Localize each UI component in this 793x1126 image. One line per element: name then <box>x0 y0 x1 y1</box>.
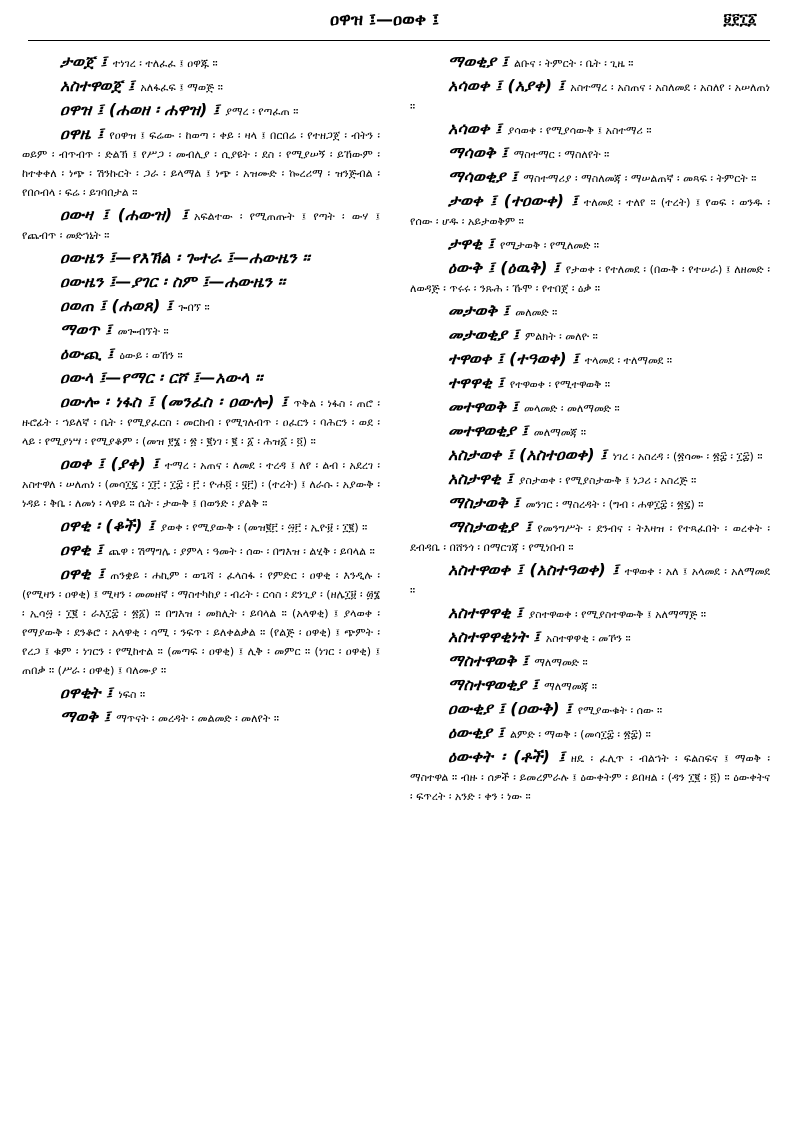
dictionary-entry <box>22 564 380 680</box>
dictionary-entry <box>410 699 770 720</box>
entry-definition: የመንግሥት ፡ ደንብና ፡ ትእዛዝ ፡ የተጻፈበት ፡ ወረቀት ፡ ደብዳቤ ፡ በሸንጎ ፡ በማርገጃ ፡ የሚነበብ ። <box>410 522 770 554</box>
dictionary-entry <box>410 397 770 418</box>
entry-headword: ማሳወቅ ፤ <box>448 143 508 162</box>
dictionary-entry <box>410 325 770 346</box>
entry-definition: አስተዋዋቂ ፡ መኾን ። <box>545 632 631 645</box>
left-column <box>22 52 380 1118</box>
header-rule <box>28 40 770 41</box>
dictionary-entry <box>410 445 770 466</box>
dictionary-entry <box>22 124 380 202</box>
entry-definition: ጥቅል ፡ ነፋስ ፡ ጠሮ ፡ ዙሮፊት ፡ ኀይለኛ ፡ ቤት ፡ የሚያፈርስ ፡ መርከብ ፡ የሚገለብጥ ፡ ዐፈርን ፡ ባሕርን ፡ ወደ ፡ ላይ ፡ የሚያነሣ ፡ የሚያቆም ፡ (መዝ ፻፮ ፡ ፳ ፡ ፪ነገ ፡ ፪ ፡ ፩ ፡ ሕዝ፩ ፡ ፬) ። <box>22 397 380 448</box>
dictionary-entry <box>410 191 770 231</box>
entry-headword: ማስተዋወቂያ ፤ <box>448 675 539 694</box>
dictionary-entry <box>410 560 770 600</box>
entry-definition: ተነገረ ፡ ተለፈፈ ፤ ዐዋጁ ። <box>112 57 218 70</box>
dictionary-entry <box>22 540 380 561</box>
entry-definition: ነገረ ፡ አስረዳ ፡ (፳ሳሙ ፡ ፳፰ ፡ ፲፰) ። <box>612 450 763 463</box>
dictionary-entry <box>410 627 770 648</box>
entry-headword: ዐዋቂ ፤ <box>60 564 105 583</box>
entry-headword: አሳወቀ ፤ (አያቀ) ፤ <box>448 76 565 95</box>
entry-definition: ተለመደ ፡ ተለየ ። (ተረት) ፤ የወፍ ፡ ወንዱ ፡ የሰው ፡ ሆዱ ፡ አይታወቅም ። <box>410 196 770 228</box>
entry-headword: ማስታወቅ ፤ <box>448 493 520 512</box>
dictionary-entry <box>410 373 770 394</box>
entry-definition: ልቡና ፡ ትምርት ፡ ቤት ፡ ጊዜ ። <box>514 57 634 70</box>
entry-headword: ዐዋዜ ፤ <box>60 124 104 143</box>
entry-definition: መንገር ፡ ማስረዳት ፡ (ግብ ፡ ሐዋ፲፰ ፡ ፳፯) ። <box>525 498 704 511</box>
dictionary-entry <box>22 52 380 73</box>
entry-definition: ምልክት ፡ መለዮ ። <box>525 330 598 343</box>
entry-headword: ዐውላ ፤—የማር ፡ ርሾ ፤—አውላ ። <box>60 368 263 387</box>
entry-headword: መታወቅ ፤ <box>448 301 510 320</box>
entry-headword: ታወጀ ፤ <box>60 52 107 71</box>
dictionary-entry <box>410 258 770 298</box>
dictionary-entry <box>22 707 380 728</box>
entry-definition: ያስተዋወቀ ፡ የሚያስተዋውቅ ፤ አለማማጅ ። <box>528 608 707 621</box>
page-header <box>0 8 793 34</box>
dictionary-entry <box>410 651 770 672</box>
entry-headword: ተዋዋቂ ፤ <box>448 373 504 392</box>
dictionary-entry <box>410 675 770 696</box>
entry-definition: ያማረ ፡ የጣፈጠ ። <box>225 105 299 118</box>
dictionary-entry <box>22 344 380 365</box>
entry-headword: ዐወቀ ፤ (ያቀ) ፤ <box>60 454 159 473</box>
dictionary-entry <box>22 248 380 269</box>
entry-definition: ያስታወቀ ፡ የሚያስታውቅ ፤ ነጋሪ ፡ አስረጅ ። <box>518 474 697 487</box>
dictionary-entry <box>22 454 380 513</box>
dictionary-entry <box>22 683 380 704</box>
entry-definition: ዘዴ ፡ ፈሊጥ ፡ ብልኀት ፡ ፍልስፍና ፤ ማወቅ ፡ ማስተዋል ። ብዙ ፡ ሰዎች ፡ ይመረምራሉ ፤ ዕውቀትም ፡ ይበዛል ፡ (ዳን ፲፪ ፡ ፬) ። ዕውቀትና ፡ ፍጥረት ፡ አንድ ፡ ቀን ፡ ነው ። <box>410 752 770 803</box>
entry-headword: ዐውዛ ፤ (ሐውዝ) ፤ <box>60 205 188 224</box>
entry-definition: መላመድ ፡ መለማመድ ። <box>524 402 620 415</box>
entry-headword: ዕውቅ ፤ (ዕዉቅ) ፤ <box>448 258 560 277</box>
dictionary-entry <box>410 52 770 73</box>
entry-definition: ማስተማሪያ ፡ ማስለመጃ ፡ ማሠልጠኛ ፡ መጻፍ ፡ ትምርት ። <box>523 172 757 185</box>
entry-definition: ጐበኘ ። <box>178 301 210 314</box>
dictionary-entry <box>410 421 770 442</box>
entry-headword: ማወቂያ ፤ <box>448 52 508 71</box>
entry-headword: ዕውቂያ ፤ <box>448 723 504 742</box>
dictionary-entry <box>22 76 380 97</box>
entry-definition: ማለማመጃ ። <box>544 680 598 693</box>
page-number: ፱፻፲፩ <box>723 10 757 28</box>
entry-headword: ዐዋቂ ፤ <box>60 540 103 559</box>
entry-headword: ዐወጠ ፤ (ሐወጸ) ፤ <box>60 296 173 315</box>
entry-definition: አለፋፈፍ ፤ ማወጅ ። <box>140 81 223 94</box>
entry-headword: አስተዋወጀ ፤ <box>60 76 135 95</box>
entry-definition: ተማረ ፡ አጠና ፡ ለመደ ፡ ተረዳ ፤ ለየ ፡ ልብ ፡ አደረገ ፡ አስተዋለ ፡ ሠለጠነ ፡ (መሳ፲፯ ፡ ፲፫ ፡ ፲፰ ፡ ፫ ፡ ዮሐ፬ ፡ ፶፫) ፡ (ተረት) ፤ ለራሱ ፡ አያውቅ ፡ ነዳይ ፡ ቅቤ ፡ ለመነ ፡ ላዋይ ። ሴት ፡ ታውቅ ፤ በወንድ ፡ ያልቅ ። <box>22 459 380 510</box>
entry-headword: ዐውቂያ ፤ (ዐውቅ) ፤ <box>448 699 572 718</box>
dictionary-entry <box>22 368 380 389</box>
entry-headword: ዐውዜን ፤—ያገር ፡ ስም ፤—ሐውዜን ። <box>60 272 286 291</box>
entry-headword: መታወቂያ ፤ <box>448 325 520 344</box>
entry-definition: የተዋወቀ ፡ የሚተዋወቅ ። <box>509 378 611 391</box>
dictionary-entry <box>410 493 770 514</box>
running-title: ዐዋዝ ፤—ዐወቀ ፤ <box>330 10 440 30</box>
entry-headword: ማወቅ ፤ <box>60 707 111 726</box>
dictionary-entry <box>22 272 380 293</box>
dictionary-entry <box>22 296 380 317</box>
entry-headword: አስተዋዋቂነት ፤ <box>448 627 540 646</box>
dictionary-entry <box>22 516 380 537</box>
entry-definition: መለማመጃ ። <box>533 426 587 439</box>
dictionary-entry <box>410 349 770 370</box>
entry-definition: የታወቀ ፡ የተለመደ ፡ (በውቅ ፡ የተሠራ) ፤ ለዘመድ ፡ ለወዳጅ ፡ ጥሩሩ ፡ ንጹሕ ፡ ኹሞ ፡ የተበጀ ፡ ዕቃ ። <box>410 263 770 295</box>
entry-definition: የዐዋዝ ፤ ፍሬው ፡ ከወጣ ፡ ቀይ ፡ ዛላ ፤ በርበሬ ፡ የተዘጋጀ ፡ ብትን ፡ ወይም ፡ ብጥብጥ ፡ ድልኽ ፤ የሥጋ ፡ መብሊያ ፡ ሲያዩት ፡ ደስ ፡ የሚያሠኝ ፡ ይኸውም ፡ ከተቀቀለ ፡ ነጭ ፡ ሽንኩርት ፡ ጋራ ፡ ይላማል ፤ ነጭ ፡ አዝሙድ ፡ ኰረሪማ ፡ ዝንጅብል ፡ የበሶብላ ፡ ፍሬ ፡ ይገባበታል ። <box>22 129 380 199</box>
entry-headword: ዐዋቂ ፡ (ቆች) ፤ <box>60 516 155 535</box>
entry-headword: ማሳወቂያ ፤ <box>448 167 518 186</box>
entry-definition: መለመድ ። <box>515 306 558 319</box>
entry-definition: ማለማመድ ። <box>534 656 588 669</box>
entry-definition: ጠንቋይ ፡ ሐኪም ፡ ወጌሻ ፡ ፈላስፋ ፡ የምድር ፡ ዐዋቂ ፡ እንዲሉ ፡ (የሚዛን ፡ ዐዋቂ) ፤ ሚዛን ፡ መመዘኛ ፡ ማስተካከያ ፡ ብረት ፡ ርሳስ ፡ ደንጊያ ፡ (ዘሌ፲፱ ፡ ፴፮ ፡ ኢሳ፵ ፡ ፲፪ ፡ ራእ፲፰ ፡ ፳፩) ። በግእዝ ፡ መክሊት ፡ ይባላል ። (አላዋቂ) ፤ ያላወቀ ፡ የማያውቅ ፡ ደንቆሮ ፡ አላዋቂ ፡ ሳሚ ፡ ንፍጥ ፡ ይለቀልቃል ። (የልጅ ፡ ዐዋቂ) ፤ ጭምት ፡ የረጋ ፤ ቁም ፡ ነገርን ፡ የሚከተል ። (መጣፍ ፡ ዐዋቂ) ፤ ሊቅ ፡ መምር ። (ነገር ፡ ዐዋቂ) ፤ ጠበቃ ። (ሥራ ፡ ዐዋቂ) ፤ ባለሙያ ። <box>22 569 380 677</box>
entry-definition: ዕውይ ፡ ወኸን ። <box>119 349 183 362</box>
entry-headword: አስተዋዋቂ ፤ <box>448 603 523 622</box>
dictionary-entry <box>410 469 770 490</box>
entry-headword: ማስተዋወቅ ፤ <box>448 651 529 670</box>
dictionary-entry <box>22 392 380 451</box>
dictionary-entry <box>22 205 380 245</box>
entry-definition: ተላመደ ፡ ተለማመደ ። <box>584 354 673 367</box>
entry-definition: አስተማረ ፡ አስጠና ፡ አስለመደ ፡ አስለየ ፡ አሠለጠነ ። <box>410 81 770 113</box>
dictionary-entry <box>410 301 770 322</box>
entry-definition: አፍልተው ፡ የሚጠጡት ፤ የጣት ፡ ውሃ ፤ የጨብጥ ፡ መድኀኒት ። <box>22 210 380 242</box>
dictionary-entry <box>22 320 380 341</box>
entry-definition: ያወቀ ፡ የሚያውቅ ፡ (መዝ፪፫ ፡ ፵፫ ፡ ኢዮ፱ ፡ ፲፪) ። <box>160 521 368 534</box>
entry-headword: ዐውዜን ፤—የእኽል ፡ ጐተራ ፤—ሐውዜን ። <box>60 248 310 267</box>
dictionary-entry <box>410 723 770 744</box>
entry-definition: የሚታወቅ ፡ የሚለመድ ። <box>500 239 600 252</box>
entry-headword: ዐዋዝ ፤ (ሐወዘ ፡ ሐዋዝ) ፤ <box>60 100 220 119</box>
dictionary-entry <box>410 234 770 255</box>
entry-headword: ዐዋቂት ፤ <box>60 683 113 702</box>
entry-headword: ታዋቂ ፤ <box>448 234 495 253</box>
dictionary-entry <box>410 76 770 116</box>
dictionary-entry <box>410 747 770 806</box>
entry-headword: ዕውቀት ፡ (ቶች) ፤ <box>448 747 565 766</box>
entry-headword: አሳወቀ ፤ <box>448 119 502 138</box>
dictionary-entry <box>410 517 770 557</box>
dictionary-entry <box>410 167 770 188</box>
entry-headword: አስታወቀ ፤ (አስተዐወቀ) ፤ <box>448 445 607 464</box>
entry-definition: ነፍስ ። <box>118 688 146 701</box>
entry-definition: ልምድ ፡ ማወቅ ፡ (መሳ፲፰ ፡ ፳፰) ። <box>509 728 651 741</box>
entry-headword: መተዋወቂያ ፤ <box>448 421 528 440</box>
dictionary-entry <box>22 100 380 121</box>
entry-definition: መጐብኘት ። <box>117 325 169 338</box>
entry-headword: ማወጥ ፤ <box>60 320 112 339</box>
entry-definition: ማጥናት ፡ መረዳት ፡ መልመድ ፡ መለየት ። <box>116 712 279 725</box>
entry-definition: የሚያውቁት ፡ ሰው ። <box>577 704 663 717</box>
dictionary-entry <box>410 119 770 140</box>
entry-headword: ዕውጪ ፤ <box>60 344 114 363</box>
right-column <box>410 52 770 1118</box>
entry-definition: ተዋወቀ ፡ አለ ፤ አላመደ ፡ አለማመደ ። <box>410 565 770 597</box>
entry-definition: ጨዋ ፡ ሽማግሌ ፡ ያምላ ፡ ዓመት ፡ ሰው ፡ በግእዝ ፡ ልሂቅ ፡ ይባላል ። <box>108 545 375 558</box>
entry-headword: ዐውሎ ፡ ነፋስ ፤ (መንፈስ ፡ ዐውሎ) ፤ <box>60 392 288 411</box>
entry-definition: ማስተማር ፡ ማስለየት ። <box>513 148 610 161</box>
entry-definition: ያሳወቀ ፡ የሚያሳውቅ ፤ አስተማሪ ። <box>507 124 652 137</box>
entry-headword: አስታዋቂ ፤ <box>448 469 513 488</box>
entry-headword: ታወቀ ፤ (ተዐውቀ) ፤ <box>448 191 578 210</box>
entry-headword: ተዋወቀ ፤ (ተዓወቀ) ፤ <box>448 349 579 368</box>
dictionary-entry <box>410 603 770 624</box>
entry-headword: አስተዋወቀ ፤ (አስተዓወቀ) ፤ <box>448 560 619 579</box>
dictionary-entry <box>410 143 770 164</box>
entry-headword: መተዋወቅ ፤ <box>448 397 519 416</box>
entry-headword: ማስታወቂያ ፤ <box>448 517 532 536</box>
